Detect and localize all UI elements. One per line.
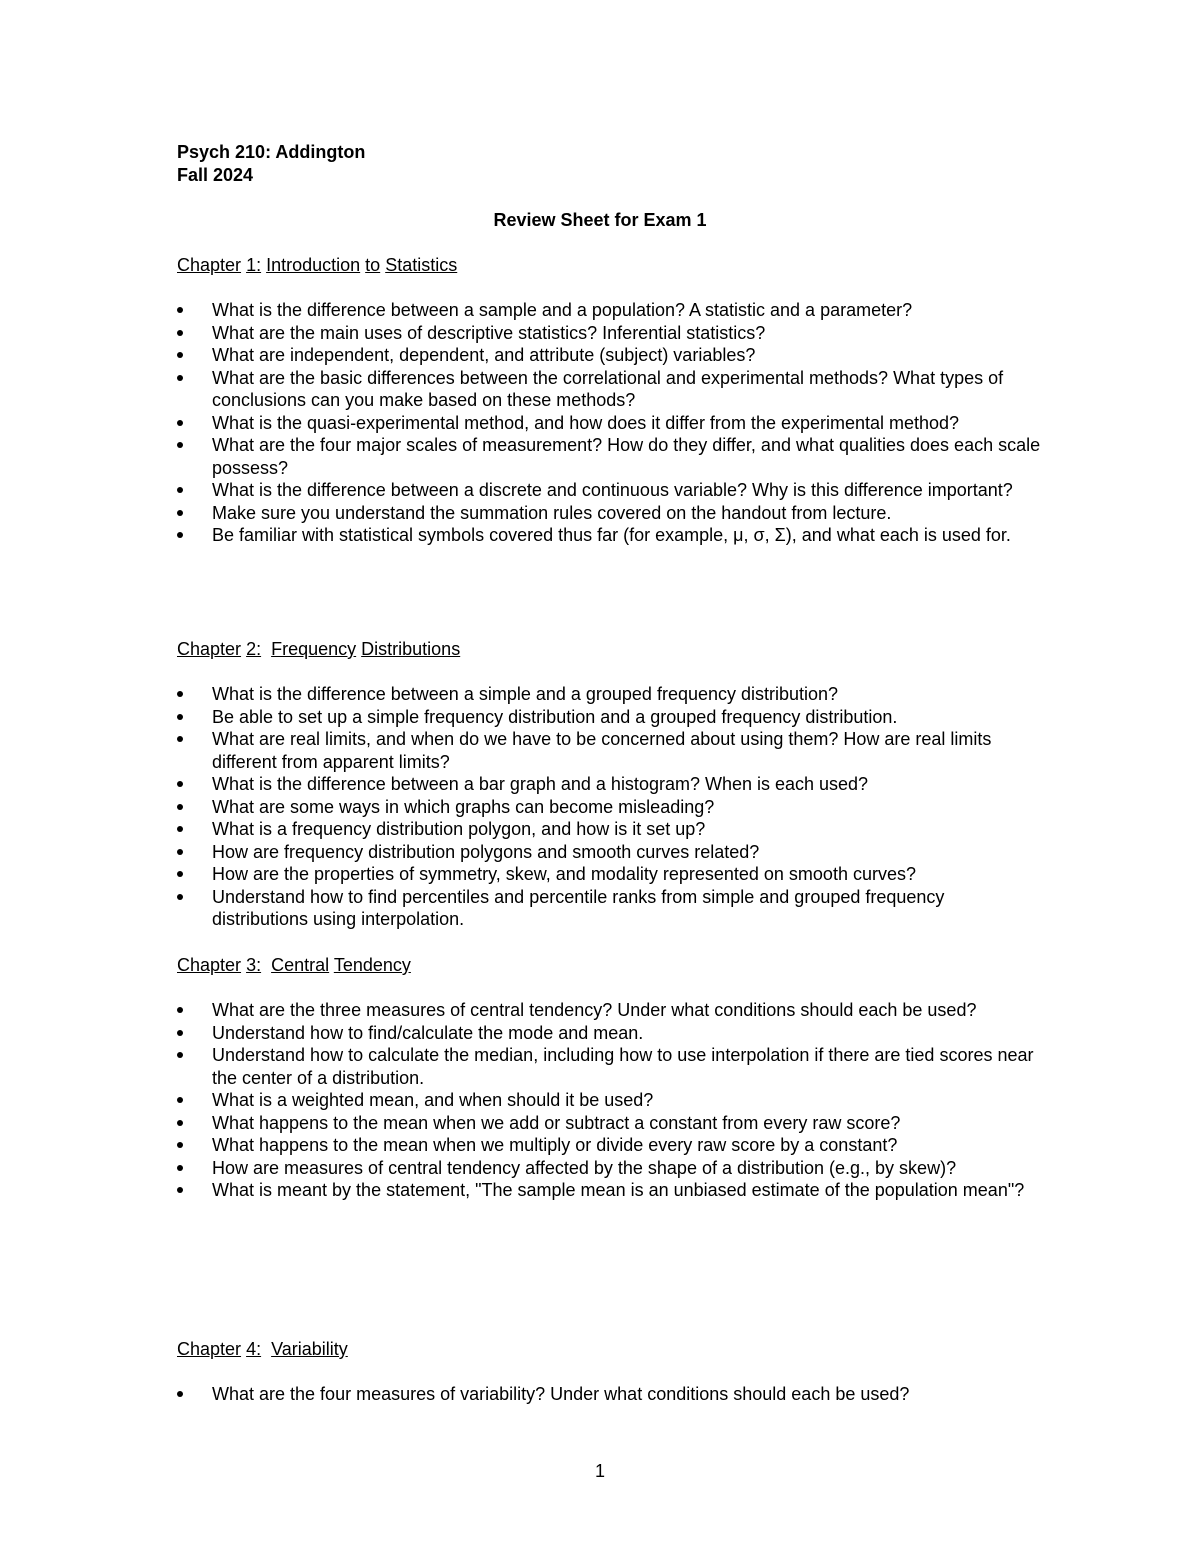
course-header <box>177 141 365 186</box>
list-item: Understand how to find percentiles and percentile ranks from simple and grouped frequency distributions using interpolation. <box>177 886 1042 931</box>
list-item: Make sure you understand the summation rules covered on the handout from lecture. <box>177 502 1042 525</box>
list-item: What is the difference between a sample and a population? A statistic and a parameter? <box>177 299 1042 322</box>
list-item: What happens to the mean when we multiply or divide every raw score by a constant? <box>177 1134 1042 1157</box>
list-item: What are some ways in which graphs can become misleading? <box>177 796 1042 819</box>
list-item: Understand how to calculate the median, including how to use interpolation if there are tied scores near the center of a distribution. <box>177 1044 1042 1089</box>
chapter-4-section <box>177 1338 1047 1406</box>
chapter-4-heading: Chapter 4: Variability <box>177 1339 348 1359</box>
list-item: What is a weighted mean, and when should it be used? <box>177 1089 1042 1112</box>
list-item: What are the three measures of central tendency? Under what conditions should each be used? <box>177 999 1042 1022</box>
list-item: What happens to the mean when we add or subtract a constant from every raw score? <box>177 1112 1042 1135</box>
list-item: What is the difference between a discrete and continuous variable? Why is this difference important? <box>177 479 1042 502</box>
list-item: How are measures of central tendency affected by the shape of a distribution (e.g., by skew)? <box>177 1157 1042 1180</box>
list-item: Be able to set up a simple frequency distribution and a grouped frequency distribution. <box>177 706 1042 729</box>
list-item: What are the basic differences between the correlational and experimental methods? What types of conclusions can you make based on these methods? <box>177 367 1042 412</box>
chapter-2-section <box>177 638 1047 931</box>
chapter-1-section <box>177 254 1047 547</box>
chapter-3-section <box>177 954 1047 1202</box>
list-item: Understand how to find/calculate the mode and mean. <box>177 1022 1042 1045</box>
list-item: What are the four major scales of measurement? How do they differ, and what qualities does each scale possess? <box>177 434 1042 479</box>
list-item: What are the four measures of variability? Under what conditions should each be used? <box>177 1383 1042 1406</box>
chapter-2-list <box>177 683 1047 931</box>
list-item: What are independent, dependent, and attribute (subject) variables? <box>177 344 1042 367</box>
list-item: What are real limits, and when do we have to be concerned about using them? How are real limits different from apparent limits? <box>177 728 1042 773</box>
chapter-2-heading: Chapter 2: Frequency Distributions <box>177 639 461 659</box>
document-title: Review Sheet for Exam 1 <box>493 210 707 230</box>
course-name: Psych 210: Addington <box>177 142 366 162</box>
list-item: What are the main uses of descriptive statistics? Inferential statistics? <box>177 322 1042 345</box>
list-item: What is meant by the statement, "The sample mean is an unbiased estimate of the population mean"? <box>177 1179 1042 1202</box>
list-item: What is the difference between a simple and a grouped frequency distribution? <box>177 683 1042 706</box>
list-item: What is the quasi-experimental method, and how does it differ from the experimental method? <box>177 412 1042 435</box>
chapter-3-heading: Chapter 3: Central Tendency <box>177 955 411 975</box>
course-term: Fall 2024 <box>177 164 254 185</box>
chapter-3-list <box>177 999 1047 1202</box>
list-item: Be familiar with statistical symbols covered thus far (for example, μ, σ, Σ), and what each is used for. <box>177 524 1042 547</box>
chapter-4-list <box>177 1383 1047 1406</box>
list-item: What is the difference between a bar graph and a histogram? When is each used? <box>177 773 1042 796</box>
list-item: How are frequency distribution polygons and smooth curves related? <box>177 841 1042 864</box>
list-item: What is a frequency distribution polygon, and how is it set up? <box>177 818 1042 841</box>
chapter-1-list <box>177 299 1047 547</box>
page-number: 1 <box>594 1461 605 1481</box>
chapter-1-heading: Chapter 1: Introduction to Statistics <box>177 255 458 275</box>
list-item: How are the properties of symmetry, skew, and modality represented on smooth curves? <box>177 863 1042 886</box>
